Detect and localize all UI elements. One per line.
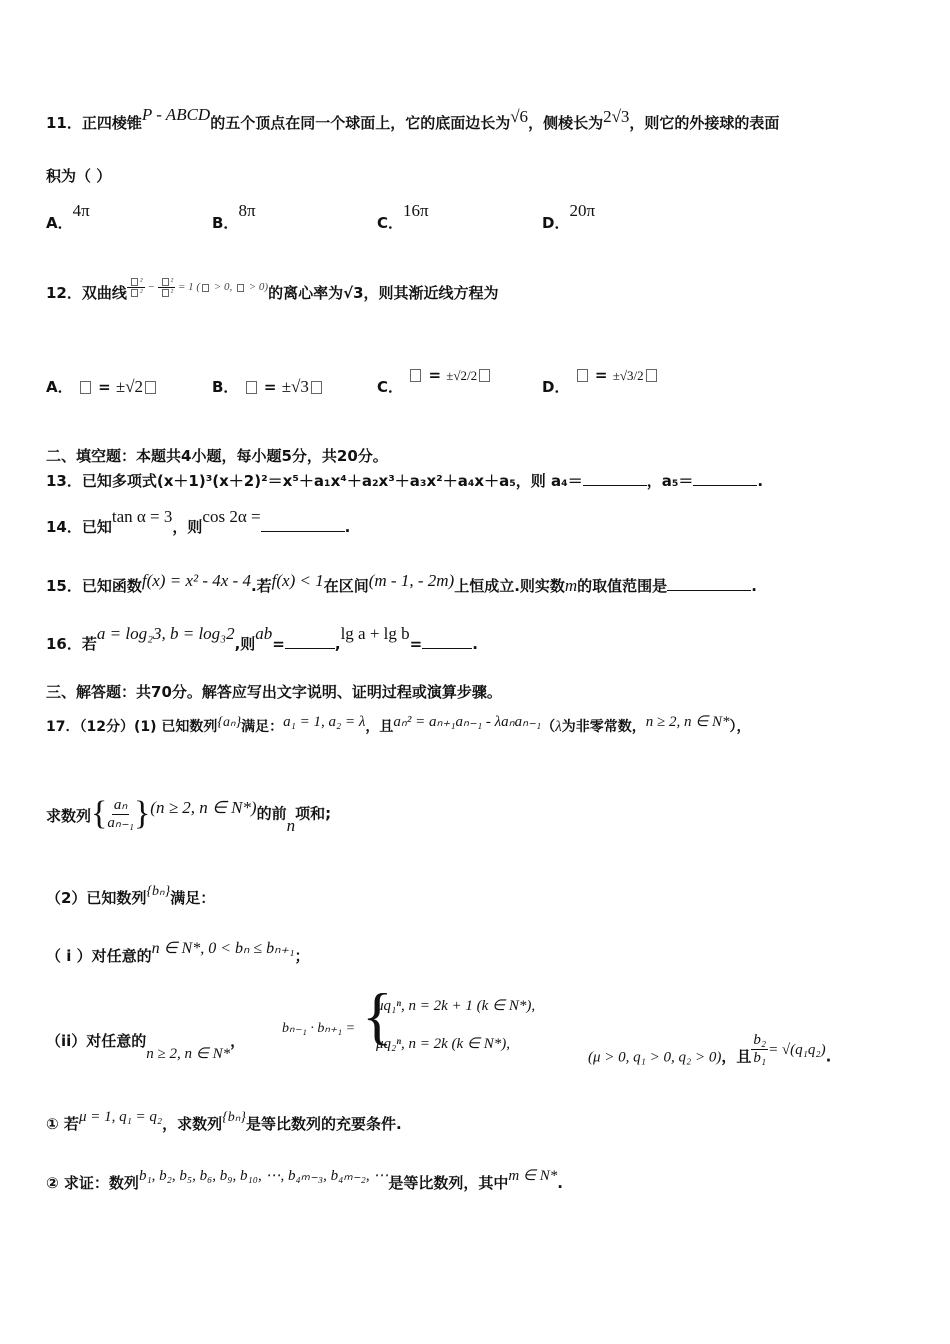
question-14: 14．已知tan α = 3，则cos 2α =.: [46, 507, 351, 536]
question-11-line1: [46, 105, 780, 133]
q11-stem-c: ，侧棱长为: [528, 114, 604, 132]
question-17-condition-ii: （ii）对任意的n ≥ 2, n ∈ N*，: [46, 1032, 246, 1062]
q12-stem-b: 的离心率为√3，则其渐近线方程为: [268, 284, 499, 302]
question-17-sub1: ① 若μ = 1, q₁ = q₂，求数列{bₙ}是等比数列的充要条件.: [46, 1109, 402, 1133]
q13-blank-a4[interactable]: [583, 471, 647, 486]
q14-blank[interactable]: [261, 517, 345, 532]
q12-option-a: A． = ±√2: [46, 376, 158, 397]
hyperbola-equation-image: $\frac{\text{²}}{\text{²}}$ − $\frac{\text{²}}{\text{²}}$ = 1 ( > 0, > 0): [127, 277, 268, 298]
question-17-line1: 17．（12分）(1) 已知数列{aₙ}满足：a₁ = 1, a₂ = λ，且aₙ² = aₙ₊₁aₙ₋₁ - λaₙaₙ₋₁（λ为非零常数，n ≥ 2, n ∈ N*），: [46, 714, 751, 735]
q11-stem-d: ，则它的外接球的表面: [629, 114, 780, 132]
q11-stem-b: 的五个顶点在同一个球面上，它的底面边长为: [210, 114, 511, 132]
q11-stem: 11．正四棱锥: [46, 114, 142, 132]
question-13: 13．已知多项式(x＋1)³(x＋2)²＝x⁵＋a₁x⁴＋a₂x³＋a₃x²＋a₄x＋a₅，则 a₄＝ ，a₅＝ .: [46, 472, 764, 490]
q11-pyramid-expr: P - ABCD: [141, 105, 211, 124]
q12-option-c: C． = ±√2/2: [377, 364, 492, 385]
parameter-conditions: (μ > 0, q₁ > 0, q₂ > 0)，且 $\frac{\text{b₂}}{\text{b₁}}$ = √(q₁q₂).: [588, 1032, 832, 1066]
q12-option-d: D． = ±√3/2: [542, 364, 659, 385]
question-17-line2: 求数列{ $\frac{\text{aₙ}}{\text{aₙ₋₁}}$ }(n ≥ 2, n ∈ N*)的前n项和;: [46, 795, 332, 835]
q16-blank-ab[interactable]: [285, 634, 335, 649]
product-expression: bₙ₋₁ · bₙ₊₁ =: [282, 1021, 356, 1036]
question-17-sub2: ② 求证：数列b₁, b₂, b₅, b₆, b₉, b₁₀, ⋯, b₄ₘ₋₃, b₄ₘ₋₂, ⋯是等比数列，其中m ∈ N*.: [46, 1168, 563, 1192]
question-12-line: [46, 276, 499, 304]
q11-option-c: C．16π: [377, 201, 429, 232]
exam-page: 11．正四棱锥P - ABCD的五个顶点在同一个球面上，它的底面边长为√6，侧棱长为2√3，则它的外接球的表面 积为（ ） A．4π B．8π C．16π D．20π 12．双曲线 $\frac{\text{²}}{\text{²}}$ − $\frac{\text{²}}{\text{²}}$ = 1 ( > 0, > 0)的离心率为√3，则其渐近线方程为 A． = ±√2 B． = ±√3 C． = ±√2/2 D． = ±√3/2 二、填空题：本题共4小题，每小题5分，共20分。 13．已知多项式(x＋1)³(x＋2)²＝x⁵＋a₁x⁴＋a₂x³＋a₃x²＋a₄x＋a₅，则 a₄＝ ，a₅＝ . 14．已知tan α = 3，则cos 2α =. 15．已知函数f(x) = x² - 4x - 4.若f(x) < 1在区间(m - 1, - 2m)上恒成立.则实数m的取值范围是 . 16．若a = log₂3, b = log₃2,则ab= ,lg a + lg b= . 三、解答题：共70分。解答应写出文字说明、证明过程或演算步骤。 17．（12分）(1) 已知数列{aₙ}满足：a₁ = 1, a₂ = λ，且aₙ² = aₙ₊₁aₙ₋₁ - λaₙaₙ₋₁（λ为非零常数，n ≥ 2, n ∈ N*）， 求数列{ $\frac{\text{aₙ}}{\text{aₙ₋₁}}$ }(n ≥ 2, n ∈ N*)的前n项和; （2）已知数列{bₙ}满足： （ i ）对任意的n ∈ N*, 0 < bₙ ≤ bₙ₊₁； （ii）对任意的n ≥ 2, n ∈ N*， bₙ₋₁ · bₙ₊₁ = { μq₁ⁿ, n = 2k + 1 (k ∈ N*), μq₂ⁿ, n = 2k (k ∈ N*), (μ > 0, q₁ > 0, q₂ > 0)，且 $\frac{\text{b₂}}{\text{b₁}}$ = √(q₁q₂). ① 若μ = 1, q₁ = q₂，求数列{bₙ}是等比数列的充要条件. ② 求证：数列b₁, b₂, b₅, b₆, b₉, b₁₀, ⋯, b₄ₘ₋₃, b₄ₘ₋₂, ⋯是等比数列，其中m ∈ N*.: [46, 105, 832, 1192]
question-17-part2: （2）已知数列{bₙ}满足：: [46, 884, 216, 907]
question-15: 15．已知函数f(x) = x² - 4x - 4.若f(x) < 1在区间(m - 1, - 2m)上恒成立.则实数m的取值范围是 .: [46, 571, 757, 595]
question-17-condition-i: （ i ）对任意的n ∈ N*, 0 < bₙ ≤ bₙ₊₁；: [46, 940, 310, 965]
section-2-heading: 二、填空题：本题共4小题，每小题5分，共20分。: [46, 447, 388, 465]
q16-blank-lg[interactable]: [422, 634, 472, 649]
q11-option-a: A．4π: [46, 201, 90, 232]
q12-option-b: B． = ±√3: [212, 376, 324, 397]
question-16: 16．若a = log₂3, b = log₃2,则ab= ,lg a + lg b= .: [46, 624, 478, 653]
q13-blank-a5[interactable]: [693, 471, 757, 486]
section-3-heading: 三、解答题：共70分。解答应写出文字说明、证明过程或演算步骤。: [46, 683, 502, 701]
q11-side-expr: √6: [510, 107, 529, 126]
ratio-fraction: $\frac{\text{aₙ}}{\text{aₙ₋₁}}$: [107, 797, 134, 831]
q11-lateral-expr: 2√3: [603, 107, 630, 126]
question-11-line2: 积为（ ）: [46, 167, 112, 185]
q11-option-b: B．8π: [212, 201, 256, 232]
q15-blank[interactable]: [667, 576, 751, 591]
q12-stem: 12．双曲线: [46, 284, 127, 302]
q11-option-d: D．20π: [542, 201, 596, 232]
